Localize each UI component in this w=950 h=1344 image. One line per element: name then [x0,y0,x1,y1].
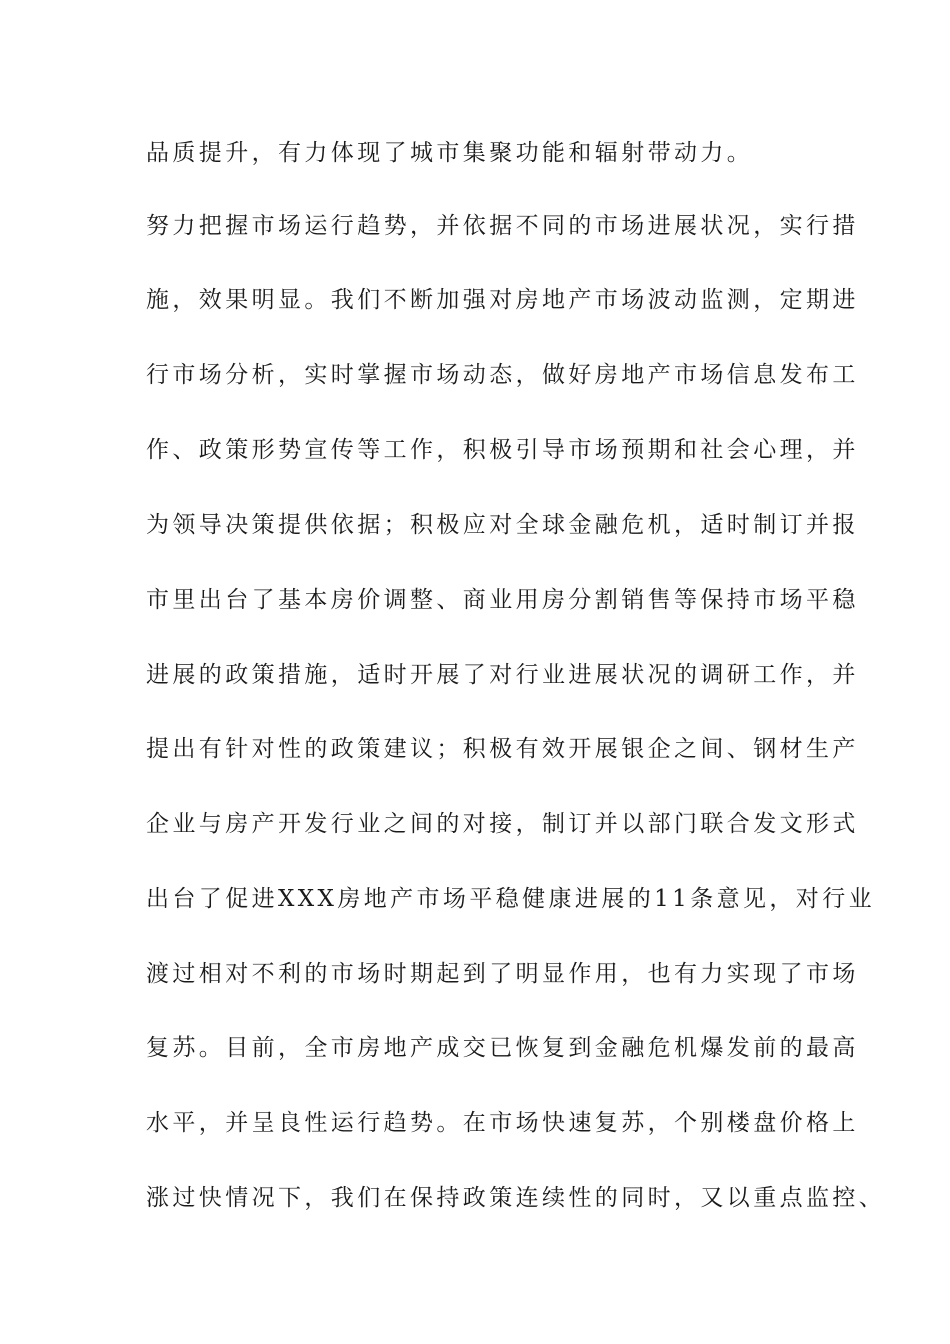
text-line: 为领导决策提供依据；积极应对全球金融危机，适时制订并报 [146,512,859,538]
text-line: 复苏。目前，全市房地产成交已恢复到金融危机爆发前的最高 [146,1035,859,1061]
text-line: 进展的政策措施，适时开展了对行业进展状况的调研工作，并 [146,662,859,688]
text-line: 出台了促进XXX房地产市场平稳健康进展的11条意见，对行业 [146,886,875,912]
text-line: 行市场分析，实时掌握市场动态，做好房地产市场信息发布工 [146,362,859,388]
text-line: 作、政策形势宣传等工作，积极引导市场预期和社会心理，并 [146,437,859,463]
text-line: 企业与房产开发行业之间的对接，制订并以部门联合发文形式 [146,811,859,837]
text-line: 施，效果明显。我们不断加强对房地产市场波动监测，定期进 [146,287,859,313]
text-line: 渡过相对不利的市场时期起到了明显作用，也有力实现了市场 [146,961,859,987]
text-line: 水平，并呈良性运行趋势。在市场快速复苏，个别楼盘价格上 [146,1110,859,1136]
text-line: 提出有针对性的政策建议；积极有效开展银企之间、钢材生产 [146,736,859,762]
text-line: 品质提升，有力体现了城市集聚功能和辐射带动力。 [146,140,754,166]
text-line: 努力把握市场运行趋势，并依据不同的市场进展状况，实行措 [146,213,859,239]
text-line: 涨过快情况下，我们在保持政策连续性的同时，又以重点监控、 [146,1185,886,1211]
text-line: 市里出台了基本房价调整、商业用房分割销售等保持市场平稳 [146,587,859,613]
